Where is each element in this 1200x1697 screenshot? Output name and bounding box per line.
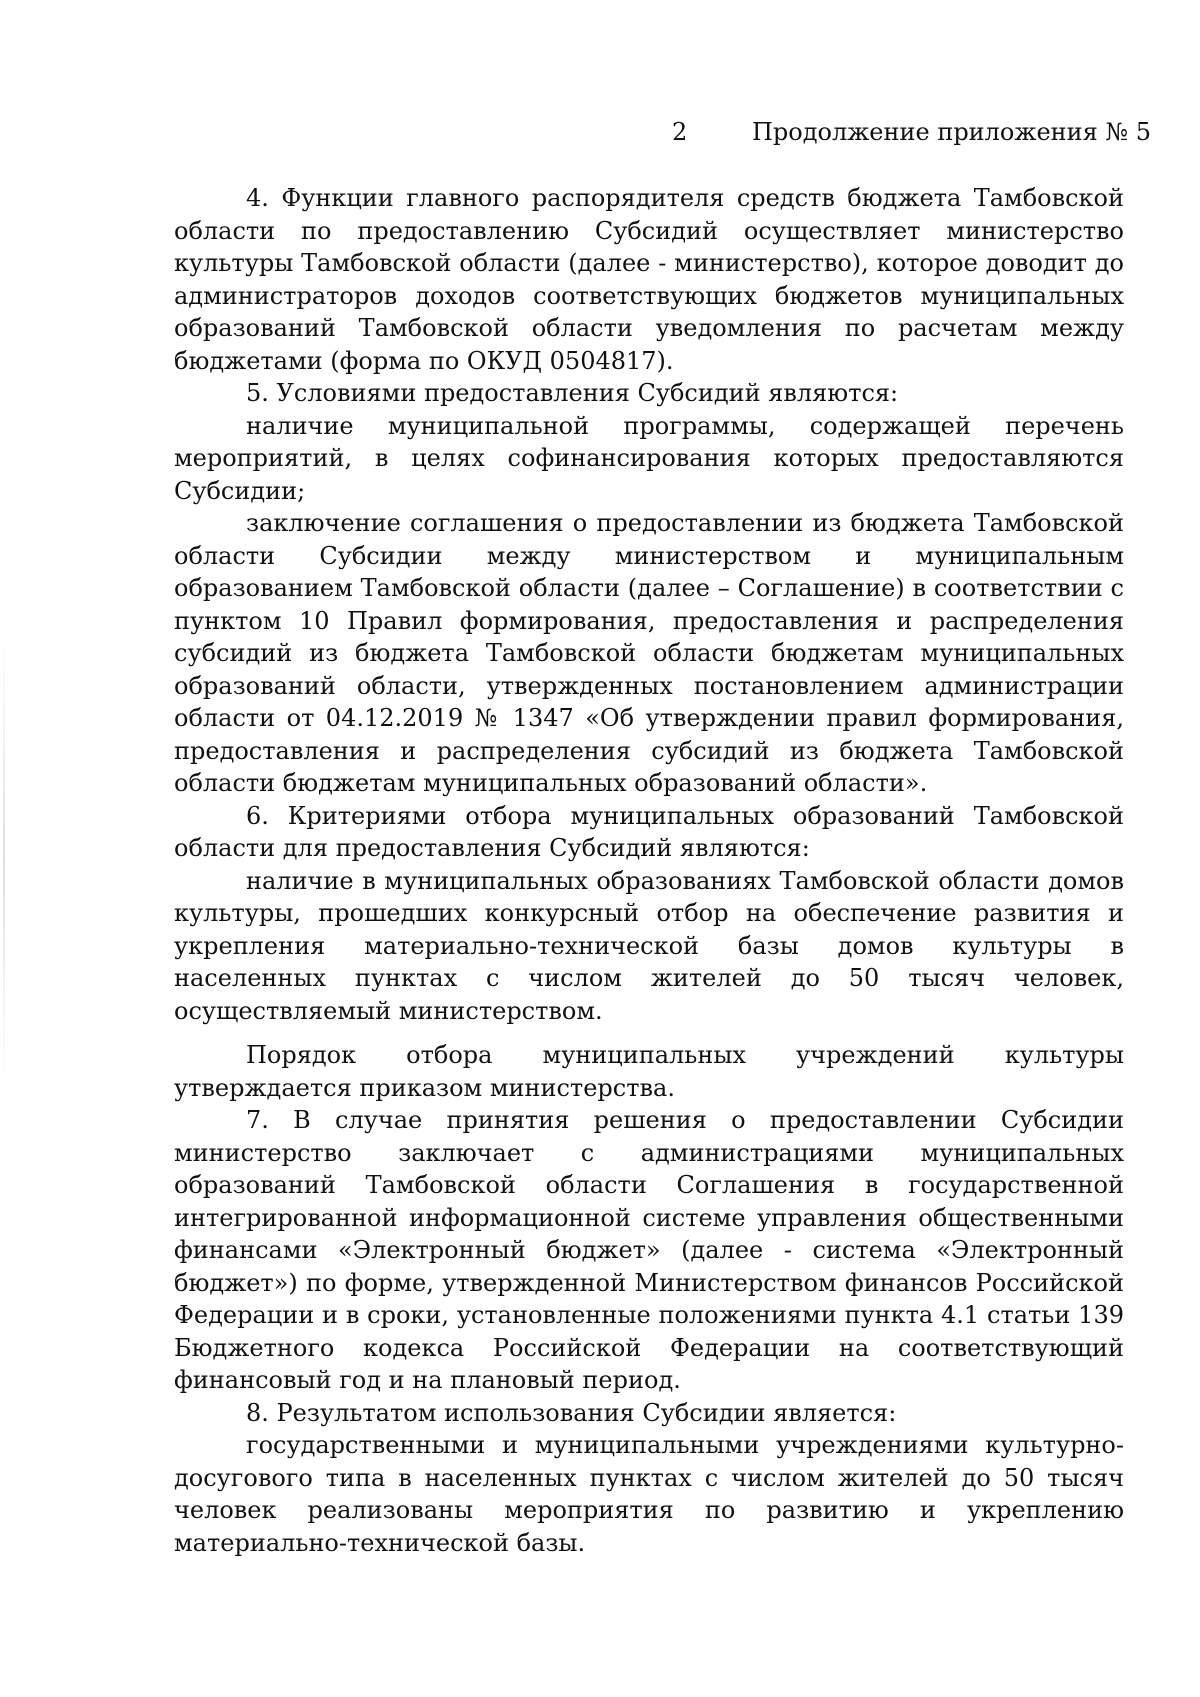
result-description: государственными и муниципальными учреждениями культурно-досугового типа в населенных пунктах с числом жителей до 50 тысяч человек реализованы мероприятия по развитию и укреплению материально-технической базы. xyxy=(174,1431,1124,1557)
appendix-continuation-label: Продолжение приложения № 5 xyxy=(752,118,1152,146)
paragraph-4-functions: 4. Функции главного распорядителя средств бюджета Тамбовской области по предоставлению Субсидий осуществляет министерство культуры Тамбовской области (далее - министерство), которое доводит до администраторов доходов соответствующих бюджетов муниципальных образований Тамбовской области уведомления по расчетам между бюджетами (форма по ОКУД 0504817). xyxy=(174,184,1124,375)
condition-agreement: заключение соглашения о предоставлении из бюджета Тамбовской области Субсидии между министерством и муниципальным образованием Тамбовской области (далее – Соглашение) в соответствии с пунктом 10 Правил формирования, предоставления и распределения субсидий из бюджета Тамбовской области бюджетам муниципальных образований области, утвержденных постановлением администрации области от 04.12.2019 № 1347 «Об утверждении правил формирования, предоставления и распределения субсидий из бюджета Тамбовской области бюджетам муниципальных образований области». xyxy=(174,509,1124,797)
paragraph-7-agreement: 7. В случае принятия решения о предоставлении Субсидии министерство заключает с администрациями муниципальных образований Тамбовской области Соглашения в государственной интегрированной информационной системе управления общественными финансами «Электронный бюджет» (далее - система «Электронный бюджет») по форме, утвержденной Министерством финансов Российской Федерации и в сроки, установленные положениями пункта 4.1 статьи 139 Бюджетного кодекса Российской Федерации на соответствующий финансовый год и на плановый период. xyxy=(174,1106,1124,1394)
selection-procedure: Порядок отбора муниципальных учреждений культуры утверждается приказом министерства. xyxy=(174,1041,1124,1102)
page-number: 2 xyxy=(672,118,688,146)
criterion-culture-houses: наличие в муниципальных образованиях Тамбовской области домов культуры, прошедших конкурсный отбор на обеспечение развития и укрепления материально-технической базы домов культуры в населенных пунктах с числом жителей до 50 тысяч человек, осуществляемый министерством. xyxy=(174,866,1124,1025)
paragraph-5-conditions: 5. Условиями предоставления Субсидий являются: xyxy=(246,379,899,407)
scan-edge-shadow xyxy=(3,640,5,1080)
document-body xyxy=(174,182,1124,1559)
paragraph-8-result: 8. Результатом использования Субсидии является: xyxy=(246,1398,897,1427)
condition-program: наличие муниципальной программы, содержащей перечень мероприятий, в целях софинансирования которых предоставляются Субсидии; xyxy=(174,411,1124,505)
paragraph-6-criteria: 6. Критериями отбора муниципальных образований Тамбовской области для предоставления Субсидий являются: xyxy=(174,801,1124,862)
page-header xyxy=(0,118,1200,158)
